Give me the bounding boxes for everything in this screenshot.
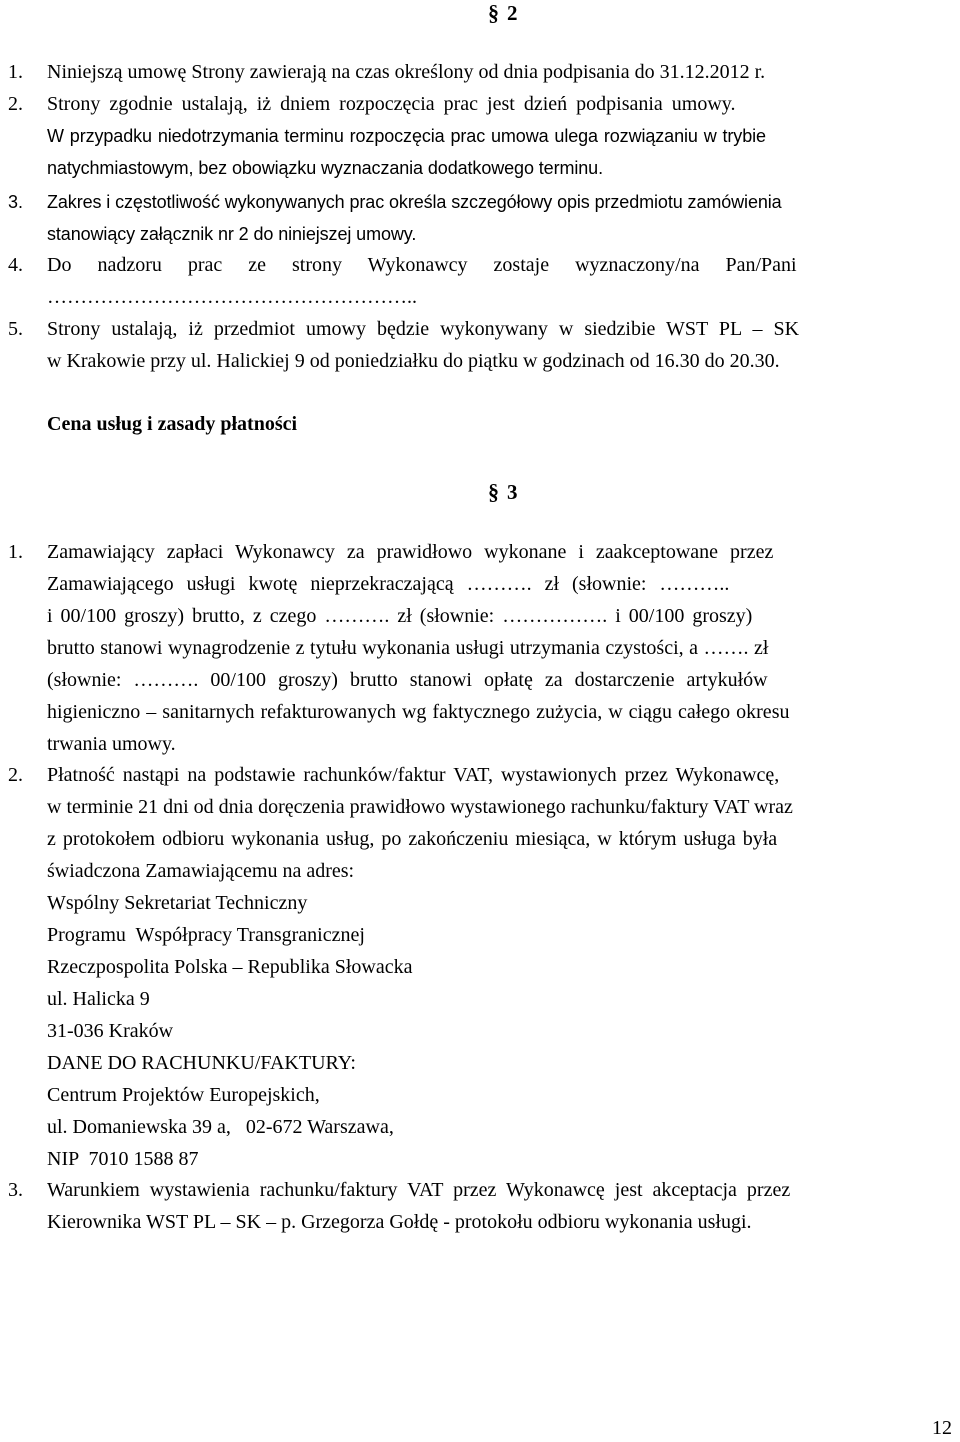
item-number: 1. [8, 541, 23, 563]
section-3-marker [488, 480, 518, 504]
section-number: 3 [507, 480, 518, 504]
text-line: NIP 7010 1588 87 [47, 1148, 199, 1170]
text-line: świadczona Zamawiającemu na adres: [47, 860, 355, 882]
item-text [47, 56, 955, 88]
text-line: Centrum Projektów Europejskich, [47, 1084, 320, 1106]
text-line: w Krakowie przy ul. Halickiej 9 od poniedziałku do piątku w godzinach od 16.30 do 20.30. [47, 350, 780, 372]
text-line: Programu Współpracy Transgranicznej [47, 924, 365, 946]
text-line: W przypadku niedotrzymania terminu rozpoczęcia prac umowa ulega rozwiązaniu w trybie [47, 126, 766, 146]
item-number: 5. [8, 318, 23, 340]
text-line: ……………………………………………….. [47, 286, 417, 308]
section-symbol: § [488, 0, 499, 25]
text-line: Zakres i częstotliwość wykonywanych prac określa szczegółowy opis przedmiotu zamówienia [47, 192, 782, 212]
item-number: 3. [8, 192, 24, 212]
text-line: Płatność nastąpi na podstawie rachunków/faktur VAT, wystawionych przez Wykonawcę, [47, 764, 780, 786]
item-text [47, 120, 955, 184]
item-text [47, 88, 955, 120]
item-text [47, 313, 955, 377]
item-text [47, 1174, 955, 1238]
text-line: trwania umowy. [47, 733, 176, 755]
text-line: Strony zgodnie ustalają, iż dniem rozpoczęcia prac jest dzień podpisania umowy. [47, 93, 736, 115]
text-line: Niniejszą umowę Strony zawierają na czas określony od dnia podpisania do 31.12.2012 r. [47, 61, 766, 83]
text-line: natychmiastowym, bez obowiązku wyznaczania dodatkowego terminu. [47, 158, 603, 178]
text-line: Wspólny Sekretariat Techniczny [47, 892, 308, 914]
text-line: w terminie 21 dni od dnia doręczenia prawidłowo wystawionego rachunku/faktury VAT wraz [47, 796, 793, 818]
section-heading: Cena usług i zasady płatności [47, 413, 298, 435]
section-symbol: § [488, 479, 499, 504]
text-line: ul. Domaniewska 39 a, 02-672 Warszawa, [47, 1116, 394, 1138]
item-number: 2. [8, 764, 23, 786]
item-number: 3. [8, 1179, 23, 1201]
text-line: Do nadzoru prac ze strony Wykonawcy zostaje wyznaczony/na Pan/Pani [47, 254, 797, 276]
text-line: brutto stanowi wynagrodzenie z tytułu wykonania usługi utrzymania czystości, a ……. zł [47, 637, 769, 659]
item-text [47, 759, 955, 1175]
item-text [47, 536, 955, 760]
text-line: 31-036 Kraków [47, 1020, 174, 1042]
text-line: i 00/100 groszy) brutto, z czego ………. zł (słownie: ……………. i 00/100 groszy) [47, 605, 753, 627]
section-2-marker [488, 1, 518, 25]
text-line: higieniczno – sanitarnych refakturowanych wg faktycznego zużycia, w ciągu całego okresu [47, 701, 790, 723]
text-line: (słownie: ………. 00/100 groszy) brutto stanowi opłatę za dostarczenie artykułów [47, 669, 768, 691]
text-line: Zamawiający zapłaci Wykonawcy za prawidłowo wykonane i zaakceptowane przez [47, 541, 774, 563]
text-line: ul. Halicka 9 [47, 988, 150, 1010]
item-number: 2. [8, 93, 23, 115]
text-line: Warunkiem wystawienia rachunku/faktury VAT przez Wykonawcę jest akceptacja przez [47, 1179, 791, 1201]
item-text [47, 186, 955, 250]
text-line: Zamawiającego usługi kwotę nieprzekraczającą ………. zł (słownie: ……….. [47, 573, 730, 595]
section-number: 2 [507, 1, 518, 25]
text-line: z protokołem odbioru wykonania usług, po zakończeniu miesiąca, w którym usługa była [47, 828, 778, 850]
text-line: Rzeczpospolita Polska – Republika Słowacka [47, 956, 413, 978]
item-text [47, 249, 955, 313]
text-line: DANE DO RACHUNKU/FAKTURY: [47, 1052, 356, 1074]
item-number: 1. [8, 61, 23, 83]
text-line: stanowiący załącznik nr 2 do niniejszej umowy. [47, 224, 417, 244]
item-number: 4. [8, 254, 23, 276]
text-line: Kierownika WST PL – SK – p. Grzegorza Gołdę - protokołu odbioru wykonania usługi. [47, 1211, 752, 1233]
page-number: 12 [932, 1417, 952, 1439]
text-line: Strony ustalają, iż przedmiot umowy będzie wykonywany w siedzibie WST PL – SK [47, 318, 800, 340]
